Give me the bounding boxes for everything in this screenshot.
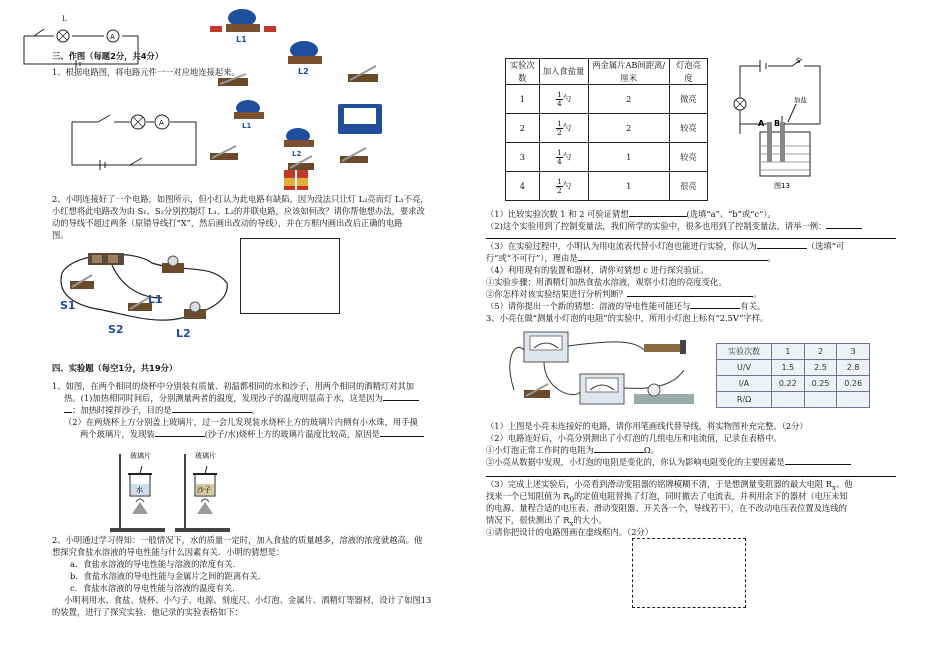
blank-r4[interactable] — [578, 252, 768, 261]
fig13-caption: 图13 — [774, 182, 790, 190]
sec4-q2-line2: 想探究食盐水溶液的导电性能与什么因素有关．小明的猜想是： — [52, 547, 285, 557]
r-p3c: 行”或“不可行”），理由是 — [486, 253, 578, 263]
r-q3-2a: ①小灯泡正常工作时的电阻为 — [486, 445, 594, 455]
blank-r6[interactable] — [690, 300, 740, 309]
blank-2[interactable] — [172, 404, 252, 413]
table-row: 1 $\frac{1}{4}$ 勺 2 微亮 — [506, 85, 708, 114]
guess-c: c．食盐水溶液的导电性能与溶液的温度有关． — [70, 583, 241, 593]
table-row: R/Ω — [717, 392, 870, 408]
sec3-q2-line3: 动的导线不超过两条（原错导线打“X”，然后画出改动的导线），并在方框内画出改后正确的电路 — [52, 218, 403, 228]
r-p3: （3）在实验过程中，小明认为用电流表代替小灯泡也能进行实验，你认为 — [486, 241, 757, 251]
r-q3-3-l1b: 。他 — [835, 479, 853, 489]
figure-13 — [730, 54, 830, 194]
sec3-q1: 1、根据电路图，将电路元件一一对应地连接起来。 — [52, 67, 240, 77]
components-picture — [208, 8, 388, 178]
sub-x: x — [832, 483, 836, 492]
experiment-table — [505, 58, 708, 201]
r-q3-3-l1: （3）完成上述实验后，小亮看到滑动变阻器的铭牌模糊不清，于是想测量变阻器的最大电阻 R — [486, 479, 833, 489]
switch-S2-label: S2 — [108, 323, 124, 336]
answer-box-1[interactable] — [240, 238, 340, 314]
r-p1: （1）比较实验次数 1 和 2 可验证猜想 — [486, 209, 629, 219]
r-p4c: 。 — [753, 289, 762, 299]
table-row: 4 $\frac{1}{2}$ 勺 1 很亮 — [506, 172, 708, 201]
th-salt: 加入食盐量 — [539, 59, 588, 85]
electrode-A: A — [758, 119, 765, 128]
svg-text:A: A — [159, 119, 164, 127]
sec4-q1-line5: （2）在两烧杯上方分别盖上玻璃片，过一会儿发现装水烧杯上方的玻璃片内侧有小水珠，用手摸 — [64, 417, 418, 427]
blank-1[interactable] — [383, 392, 419, 401]
section-4-title: 四、实验题（每空1分，共19分） — [52, 363, 178, 373]
blank-r8-line[interactable] — [486, 476, 896, 477]
blank-r8[interactable] — [785, 456, 851, 465]
r-p3b: （选填“可 — [806, 241, 845, 251]
sub-x-2: x — [569, 519, 574, 528]
water-label: 水 — [136, 486, 143, 494]
table-row: 2 $\frac{1}{2}$ 勺 2 较亮 — [506, 114, 708, 143]
svg-text:L1: L1 — [242, 122, 252, 130]
switch-S: S — [796, 57, 801, 65]
sec4-q1-line6b: (沙子/水)烧杯上方的玻璃片温度比较高，原因是 — [204, 429, 380, 439]
th-brightness: 灯泡亮度 — [669, 59, 707, 85]
table-row: 实验次数 1 2 3 — [717, 344, 870, 360]
blank-r3[interactable] — [757, 240, 807, 249]
blank-3[interactable] — [155, 428, 205, 437]
lamp-L2-label: L2 — [298, 67, 309, 76]
battery-icon — [282, 168, 312, 192]
r-q3-3-l3: 的电源、量程合适的电压表、滑动变阻器、开关各一个，导线若干），在不改动电压表位置及连线的 — [486, 503, 847, 513]
sec4-q2-line1: 2、小明通过学习得知：一般情况下，水的质量一定时，加入食盐的质量越多，溶液的浓度就越高。他 — [52, 535, 423, 545]
lamp-L1-label-2: L1 — [148, 293, 163, 306]
table-row: I/A 0.22 0.25 0.26 — [717, 376, 870, 392]
ohm-unit: Ω。 — [643, 445, 660, 455]
blank-r1[interactable] — [629, 208, 687, 217]
table-row: 3 $\frac{1}{4}$ 勺 1 较亮 — [506, 143, 708, 172]
r-p5: （5）请你提出一个新的猜想：溶液的导电性能可能还与 — [486, 301, 691, 311]
circuit-diagram-2 — [70, 110, 200, 170]
sec4-q1-line1: 1、如图，在两个相同的烧杯中分别装有质量、初温都相同的水和沙子，用两个相同的酒精灯对其加 — [52, 381, 415, 391]
sec3-q2-line2: 小红想将此电路改为由 S₁、S₂分别控制灯 L₁、L₂的并联电路，应该如何改？请你帮他想办法，要求改 — [52, 206, 425, 216]
glass-label-1: 玻璃片 — [130, 452, 151, 460]
sub-0: 0 — [569, 495, 574, 504]
blank-2a[interactable] — [64, 404, 72, 413]
blank-r2-line[interactable] — [486, 238, 896, 239]
glass-label-2: 玻璃片 — [195, 452, 216, 460]
r-p4: （4）利用现有的装置和器材，请你对猜想 c 进行探究验证。 — [486, 265, 709, 275]
lamp-L1-label: L1 — [236, 35, 247, 44]
r-q3-3-l4: 情况下，很快测出了 R — [486, 515, 570, 525]
switch-S1-label: S1 — [60, 299, 76, 312]
r-q3-2: （2）电路连好后，小亮分别测出了小灯泡的几组电压和电流值，记录在表格中。 — [486, 433, 782, 443]
svg-text:L2: L2 — [292, 150, 302, 158]
sec4-q2-line3: 小明利用水、食盐、烧杯、小勺子、电源、刻度尺、小灯泡、金属片、酒精灯等器材，设计了如图13 — [64, 595, 432, 605]
add-salt-label: 加盐 — [794, 96, 807, 104]
r-p4b: ②你怎样对该实验结果进行分析判断？ — [486, 289, 628, 299]
lamp-label: L — [62, 15, 67, 23]
sec4-q2-line4: 的装置，进行了探究实验．他记录的实验表格如下： — [52, 607, 243, 617]
r-q3-1: （1）上图是小亮未连接好的电路，请你用笔画线代替导线，将实物图补充完整。（2分） — [486, 421, 808, 431]
th-n: 实验次数 — [506, 59, 540, 85]
r-q3-2b: ②小亮从数据中发现，小灯泡的电阻是变化的，你认为影响电阻变化的主要因素是 — [486, 457, 785, 467]
beakers-figure — [100, 444, 240, 534]
r-p2: （2)这个实验用到了控制变量法，我们所学的实验中，很多也用到了控制变量法，请举一例： — [486, 221, 827, 231]
period: 。 — [251, 405, 260, 415]
section-3-title: 三、作图（每题2分，共4分） — [52, 51, 164, 61]
blank-4[interactable] — [380, 428, 424, 437]
guess-a: a．食盐水溶液的导电性能与溶液的浓度有关． — [70, 559, 241, 569]
r-q3: 3、小亮在做“测量小灯泡的电阻”的实验中，所用小灯泡上标有“2.5V”字样。 — [486, 313, 769, 323]
r-p3d: 。 — [767, 253, 776, 263]
lamp-L2-label-2: L2 — [176, 327, 191, 340]
guess-b: b．食盐水溶液的导电性能与金属片之间的距离有关． — [70, 571, 267, 581]
physical-circuit — [52, 243, 234, 343]
r-q3-3a: ①请你把设计的电路图画在虚线框内。（2分） — [486, 527, 654, 537]
measurement-table — [716, 343, 870, 408]
answer-box-dashed[interactable] — [632, 538, 746, 608]
blank-r2[interactable] — [826, 220, 862, 229]
sec4-q1-line3: ；加热时搅拌沙子，目的是 — [72, 405, 172, 415]
sand-label: 沙子 — [197, 486, 211, 494]
r-p4a: ①实验步骤：用酒精灯加热食盐水溶液，观察小灯泡的亮度变化。 — [486, 277, 727, 287]
sec4-q1-line6a: 两个玻璃片，发现装 — [80, 429, 155, 439]
blank-r7[interactable] — [594, 444, 644, 453]
table-row: U/V 1.5 2.5 2.8 — [717, 360, 870, 376]
r-q3-3-l2: 找来一个已知阻值为 R — [486, 491, 570, 501]
blank-r5[interactable] — [627, 288, 753, 297]
sec4-q1-line2: 热。(1)加热相同时间后，分别测量两者的温度，发现沙子的温度明显高于水，这是因为 — [64, 393, 383, 403]
r-q3-3-l4b: 的大小。 — [573, 515, 607, 525]
sec3-q2-line1: 2、小明连接好了一个电路，如图所示，但小红认为此电路有缺陷，因为没法只让灯 L₂亮而灯 L₁不亮， — [52, 194, 429, 204]
electrode-B: B — [774, 119, 781, 128]
meters-circuit-picture — [504, 330, 704, 418]
sec3-q2-line4: 图。 — [52, 230, 69, 240]
th-distance: 两金属片AB间距离/厘米 — [588, 59, 669, 85]
r-p5b: 有关。 — [740, 301, 766, 311]
r-q3-3-l2b: 的定值电阻替换了灯泡，同时撤去了电流表，并利用余下的器材（电压未知 — [573, 491, 848, 501]
r-p1b: (选填“a”、“b”或“c”）。 — [686, 209, 776, 219]
svg-text:A: A — [110, 33, 115, 41]
